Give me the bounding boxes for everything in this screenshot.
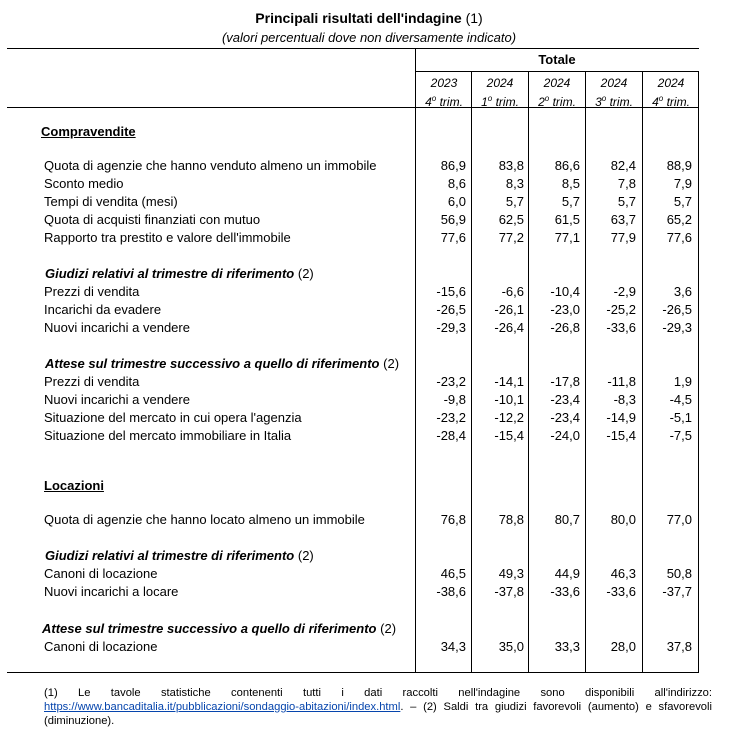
cell-value: 44,9 <box>554 566 580 581</box>
cell-value: 63,7 <box>610 212 636 227</box>
cell-value: -26,4 <box>494 320 524 335</box>
cell-value: -2,9 <box>613 284 636 299</box>
cell-value: 7,8 <box>617 176 636 191</box>
cell-value: -29,3 <box>662 320 692 335</box>
cell-value: -28,4 <box>436 428 466 443</box>
section-title: Locazioni <box>44 478 104 493</box>
table-row <box>0 410 738 428</box>
totale-header: Totale <box>538 52 576 67</box>
cell-value: -5,1 <box>669 410 692 425</box>
cell-value: -15,4 <box>606 428 636 443</box>
cell-value: 77,9 <box>610 230 636 245</box>
cell-value: 50,8 <box>666 566 692 581</box>
row-label: Rapporto tra prestito e valore dell'immobile <box>44 230 291 245</box>
cell-value: 5,7 <box>617 194 636 209</box>
row-label: Incarichi da evadere <box>44 302 162 317</box>
cell-value: -33,6 <box>550 584 580 599</box>
row-label: Quota di agenzie che hanno venduto almeno un immobile <box>44 158 377 173</box>
cell-value: 8,5 <box>561 176 580 191</box>
table-row <box>0 284 738 302</box>
group-heading: Giudizi relativi al trimestre di riferimento (2) <box>45 266 314 281</box>
cell-value: 77,1 <box>554 230 580 245</box>
row-label: Situazione del mercato in cui opera l'agenzia <box>44 410 302 425</box>
row-label: Canoni di locazione <box>44 566 158 581</box>
cell-value: -23,2 <box>436 410 466 425</box>
cell-value: -23,0 <box>550 302 580 317</box>
cell-value: -4,5 <box>669 392 692 407</box>
cell-value: 7,9 <box>673 176 692 191</box>
cell-value: 77,0 <box>666 512 692 527</box>
cell-value: -29,3 <box>436 320 466 335</box>
cell-value: -14,9 <box>606 410 636 425</box>
cell-value: 65,2 <box>666 212 692 227</box>
group-heading: Attese sul trimestre successivo a quello di riferimento (2) <box>42 621 397 636</box>
cell-value: 77,2 <box>498 230 524 245</box>
table-row <box>0 302 738 320</box>
cell-value: 77,6 <box>440 230 466 245</box>
cell-value: 3,6 <box>673 284 692 299</box>
table-row <box>0 584 738 602</box>
cell-value: -9,8 <box>443 392 466 407</box>
cell-value: 82,4 <box>610 158 636 173</box>
cell-value: 88,9 <box>666 158 692 173</box>
totale-rule <box>415 71 699 72</box>
cell-value: 78,8 <box>498 512 524 527</box>
table-row <box>0 374 738 392</box>
cell-value: -37,8 <box>494 584 524 599</box>
cell-value: -14,1 <box>494 374 524 389</box>
cell-value: 77,6 <box>666 230 692 245</box>
cell-value: 76,8 <box>440 512 466 527</box>
cell-value: 46,3 <box>610 566 636 581</box>
cell-value: -11,8 <box>607 374 636 389</box>
table-row <box>0 639 738 657</box>
cell-value: -33,6 <box>606 320 636 335</box>
cell-value: 46,5 <box>440 566 466 581</box>
cell-value: 35,0 <box>498 639 524 654</box>
table-row <box>0 392 738 410</box>
cell-value: 1,9 <box>673 374 692 389</box>
cell-value: 80,7 <box>554 512 580 527</box>
row-label: Nuovi incarichi a vendere <box>44 392 190 407</box>
table-row <box>0 320 738 338</box>
cell-value: -12,2 <box>494 410 524 425</box>
cell-value: 62,5 <box>498 212 524 227</box>
cell-value: 49,3 <box>498 566 524 581</box>
footnote: (1) Le tavole statistiche contenenti tutti i dati raccolti nell'indagine sono disponibili all'indirizzo: https://www.bancaditalia.it/pubblicazioni/sondaggio-abitazioni/index.html. – (2) Saldi tra giudizi favorevoli (aumento) e sfavorevoli (diminuzione). <box>44 687 712 727</box>
table-row <box>0 566 738 584</box>
cell-value: -6,6 <box>501 284 524 299</box>
column-header: 2024 2$^o$ trim. <box>538 76 576 109</box>
cell-value: 6,0 <box>447 194 466 209</box>
cell-value: -17,8 <box>550 374 580 389</box>
cell-value: 86,9 <box>440 158 466 173</box>
cell-value: -33,6 <box>606 584 636 599</box>
cell-value: 8,6 <box>447 176 466 191</box>
cell-value: 80,0 <box>610 512 636 527</box>
cell-value: -26,5 <box>662 302 692 317</box>
column-header: 2024 1$^o$ trim. <box>481 76 519 109</box>
cell-value: -15,6 <box>436 284 466 299</box>
cell-value: -23,2 <box>436 374 466 389</box>
row-label: Canoni di locazione <box>44 639 158 654</box>
column-header: 2023 4$^o$ trim. <box>425 76 463 109</box>
group-heading: Attese sul trimestre successivo a quello di riferimento (2) <box>45 356 400 371</box>
cell-value: 61,5 <box>554 212 580 227</box>
row-label: Prezzi di vendita <box>44 374 140 389</box>
table-title: Principali risultati dell'indagine (1) <box>255 10 483 26</box>
column-header: 2024 3$^o$ trim. <box>595 76 633 109</box>
cell-value: 5,7 <box>505 194 524 209</box>
row-label: Quota di acquisti finanziati con mutuo <box>44 212 261 227</box>
cell-value: -7,5 <box>669 428 692 443</box>
row-label: Tempi di vendita (mesi) <box>44 194 178 209</box>
cell-value: 5,7 <box>673 194 692 209</box>
footnote-link[interactable]: https://www.bancaditalia.it/pubblicazioni/sondaggio-abitazioni/index.html <box>44 701 401 713</box>
row-label: Prezzi di vendita <box>44 284 140 299</box>
cell-value: -23,4 <box>550 410 580 425</box>
cell-value: -26,8 <box>550 320 580 335</box>
table-row <box>0 428 738 446</box>
cell-value: -26,1 <box>494 302 524 317</box>
cell-value: -15,4 <box>494 428 524 443</box>
cell-value: 5,7 <box>561 194 580 209</box>
cell-value: 86,6 <box>554 158 580 173</box>
cell-value: -10,4 <box>550 284 580 299</box>
cell-value: 8,3 <box>505 176 524 191</box>
table-row <box>0 212 738 230</box>
cell-value: -23,4 <box>550 392 580 407</box>
cell-value: 37,8 <box>666 639 692 654</box>
section-title: Compravendite <box>41 124 136 139</box>
table-row <box>0 230 738 248</box>
table-row <box>0 512 738 530</box>
cell-value: -25,2 <box>606 302 636 317</box>
cell-value: -38,6 <box>436 584 466 599</box>
cell-value: -24,0 <box>550 428 580 443</box>
row-label: Quota di agenzie che hanno locato almeno un immobile <box>44 512 365 527</box>
bottom-rule <box>7 672 699 673</box>
table-row <box>0 158 738 176</box>
column-header: 2024 4$^o$ trim. <box>652 76 690 109</box>
row-label: Situazione del mercato immobiliare in Italia <box>44 428 292 443</box>
table-row <box>0 176 738 194</box>
cell-value: -26,5 <box>436 302 466 317</box>
cell-value: -37,7 <box>662 584 692 599</box>
cell-value: 28,0 <box>610 639 636 654</box>
cell-value: -10,1 <box>494 392 524 407</box>
cell-value: -8,3 <box>613 392 636 407</box>
row-label: Nuovi incarichi a locare <box>44 584 179 599</box>
cell-value: 34,3 <box>440 639 466 654</box>
row-label: Sconto medio <box>44 176 124 191</box>
row-label: Nuovi incarichi a vendere <box>44 320 190 335</box>
group-heading: Giudizi relativi al trimestre di riferimento (2) <box>45 548 314 563</box>
table-row <box>0 194 738 212</box>
cell-value: 33,3 <box>554 639 580 654</box>
cell-value: 83,8 <box>498 158 524 173</box>
top-rule <box>7 48 699 49</box>
cell-value: 56,9 <box>440 212 466 227</box>
table-subtitle: (valori percentuali dove non diversamente indicato) <box>221 30 517 45</box>
